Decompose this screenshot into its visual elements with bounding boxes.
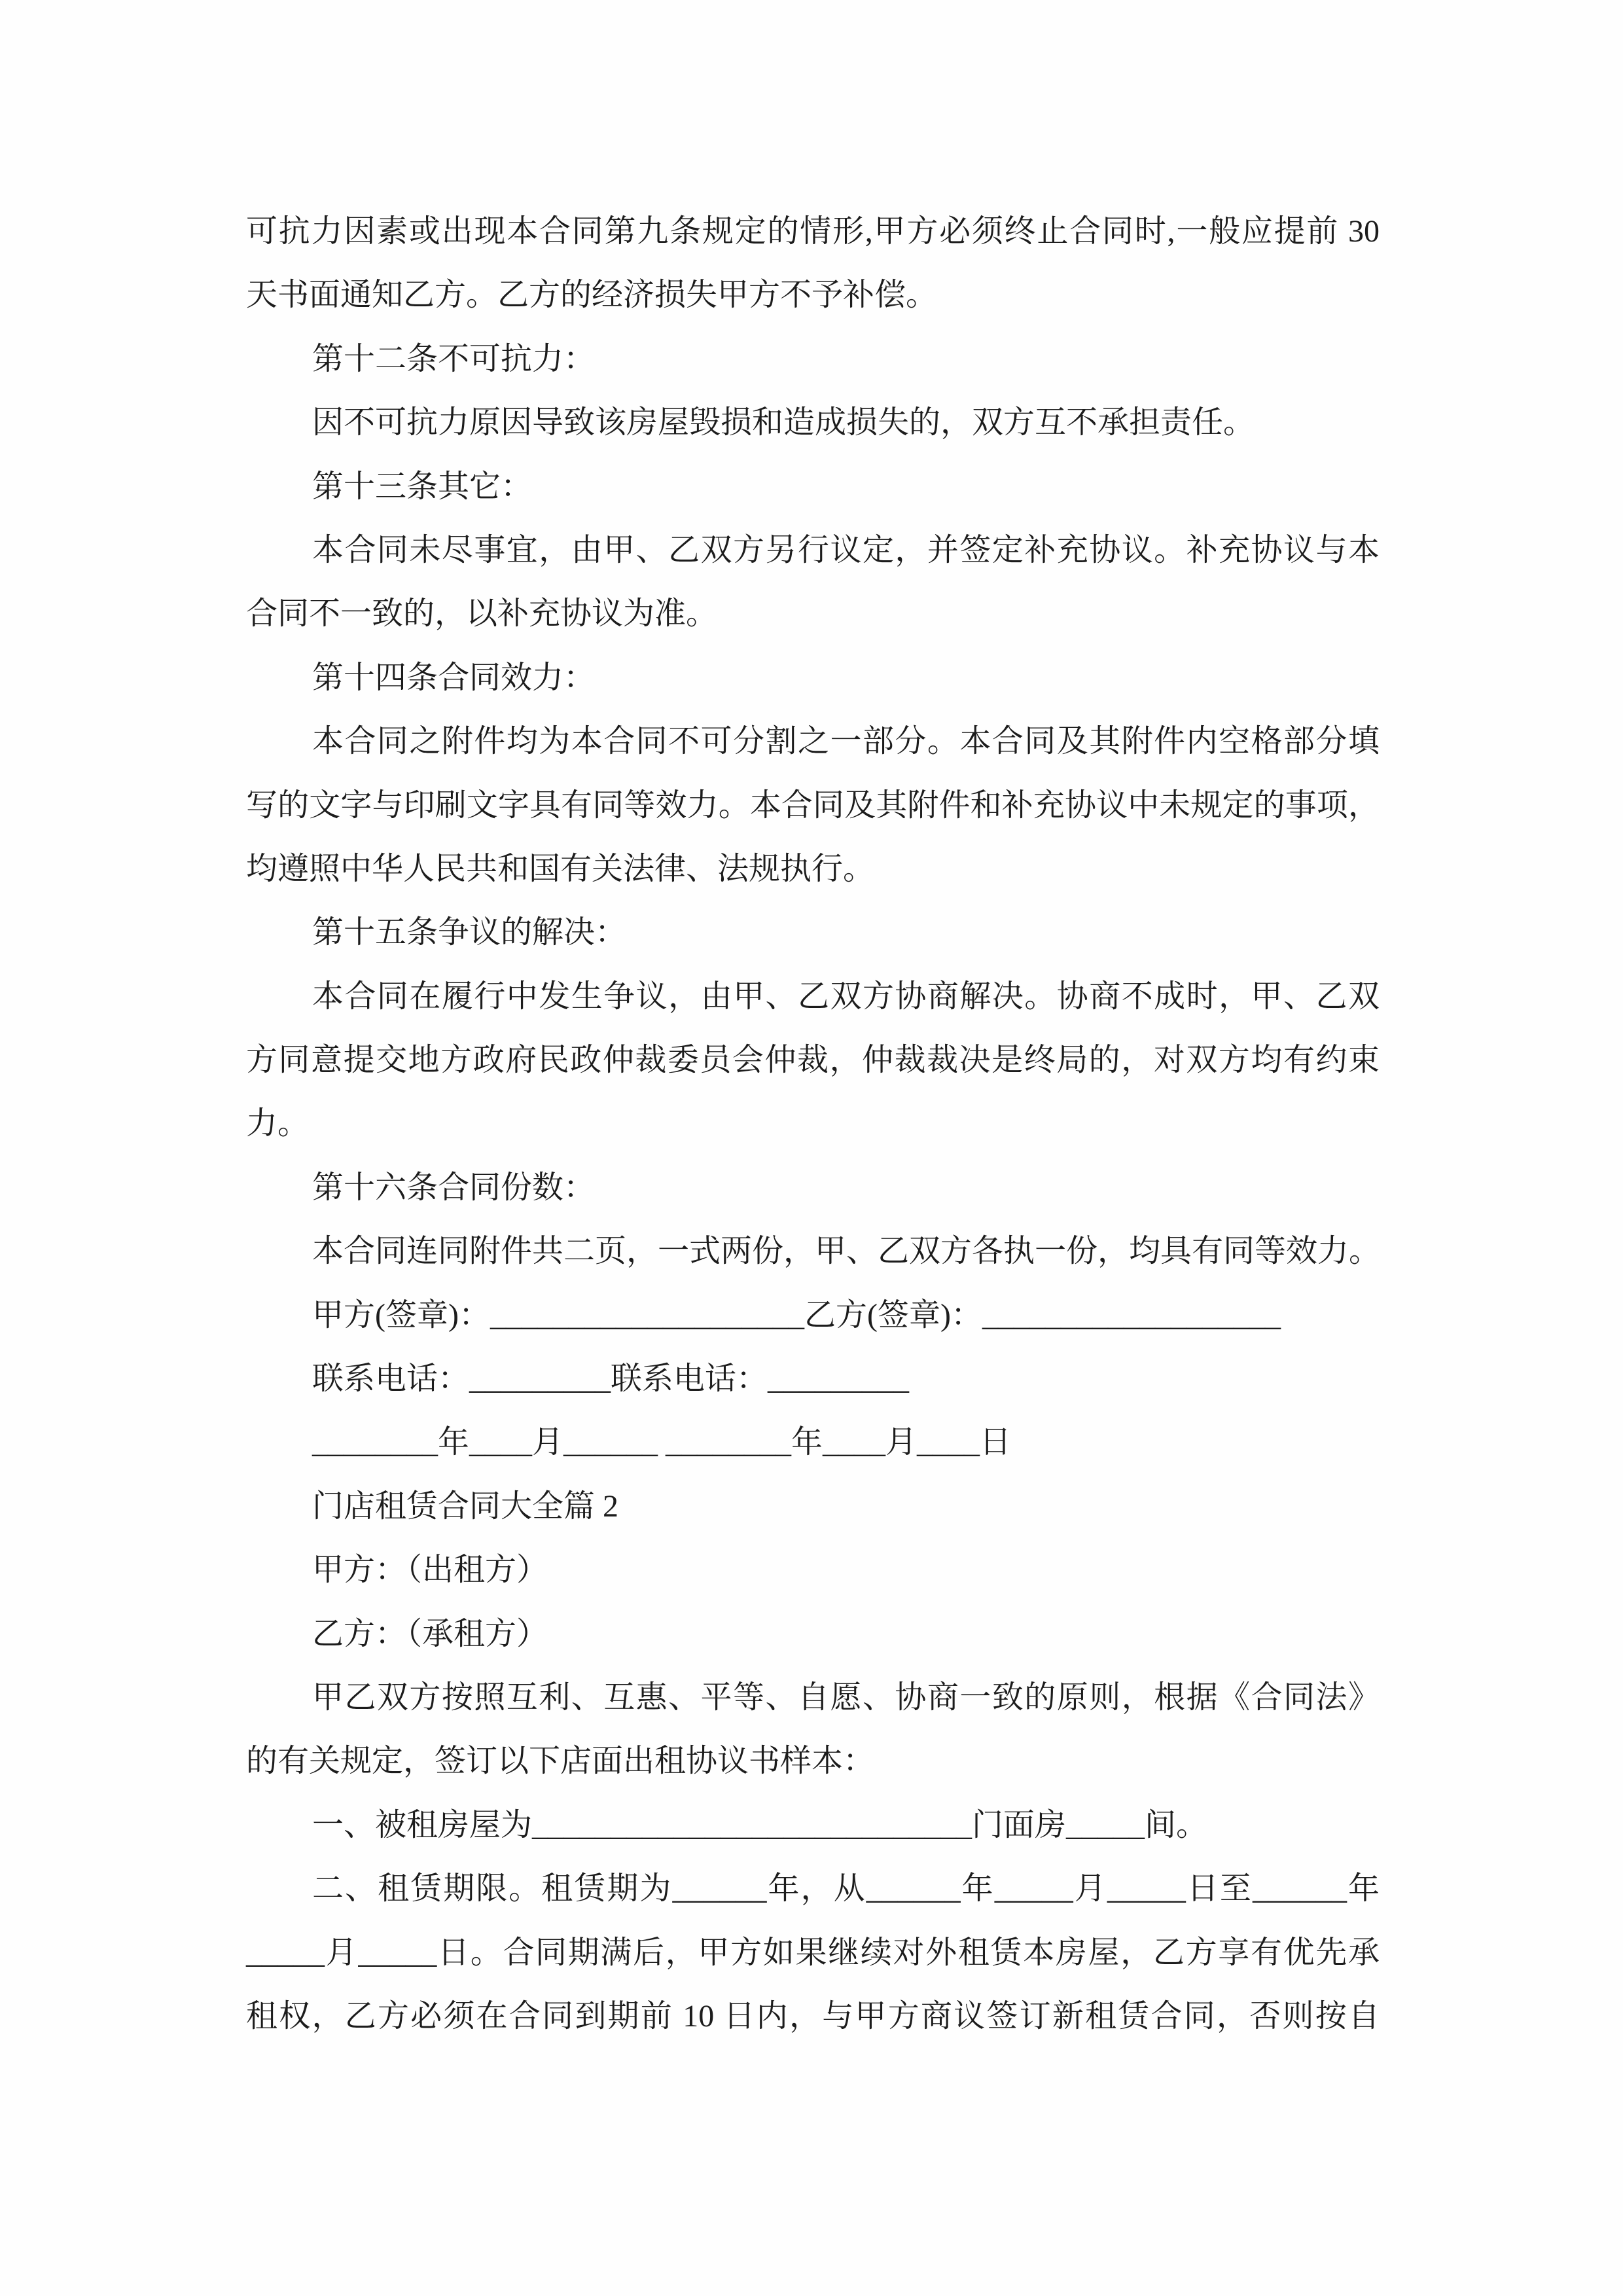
contract-2-title: 门店租赁合同大全篇 2 (312, 1488, 619, 1524)
party-a-signature-blank: ____________________ (490, 1297, 804, 1333)
clause-13-heading: 第十三条其它： (312, 469, 533, 504)
clause-14-body-line: 本合同之附件均为本合同不可分割之一部分。本合同及其附件内空格部分填 (312, 724, 1380, 759)
party-a-date-blank: ________年____月______ (312, 1425, 658, 1460)
party-b-signature-label: 乙方(签章)： (804, 1297, 982, 1333)
contract-2-preamble-line: 甲乙双方按照互利、互惠、平等、自愿、协商一致的原则，根据《合同法》 (312, 1679, 1380, 1715)
clause-15-body-line: 方同意提交地方政府民政仲裁委员会仲裁，仲裁裁决是终局的，对双方均有约束 (246, 1043, 1380, 1078)
contract-2-preamble-line: 的有关规定，签订以下店面出租协议书样本： (246, 1744, 875, 1779)
clause-12-heading: 第十二条不可抗力： (312, 341, 596, 376)
clause-15-body-line: 力。 (246, 1106, 310, 1141)
contract-2-party-a: 甲方：（出租方） (312, 1552, 548, 1588)
contract-2-party-b: 乙方：（承租方） (312, 1616, 548, 1651)
clause-14-body-line: 写的文字与印刷文字具有同等效力。本合同及其附件和补充协议中未规定的事项， (246, 787, 1380, 823)
clause-13-body-line: 合同不一致的，以补充协议为准。 (246, 596, 718, 632)
clause-15-heading: 第十五条争议的解决： (312, 915, 627, 950)
party-b-signature-blank: ___________________ (982, 1297, 1281, 1333)
date-line (246, 1410, 1380, 1474)
clause-13-body-line: 本合同未尽事宜，由甲、乙双方另行议定，并签定补充协议。补充协议与本 (312, 532, 1380, 567)
party-a-signature-label: 甲方(签章)： (312, 1297, 490, 1333)
party-b-date-blank: ________年____月____日 (666, 1425, 1012, 1460)
clause-16-body-line: 本合同连同附件共二页，一式两份，甲、乙双方各执一份，均具有同等效力。 (312, 1234, 1381, 1269)
clause-11-continued-line: 天书面通知乙方。乙方的经济损失甲方不予补偿。 (246, 278, 938, 313)
contract-2-item-1-line: 一、被租房屋为____________________________门面房_____间。 (312, 1807, 1208, 1842)
signature-line (246, 1283, 1380, 1347)
clause-14-heading: 第十四条合同效力： (312, 660, 596, 695)
party-a-phone-label: 联系电话： (312, 1361, 470, 1397)
contract-2-item-2-line: 二、租赁期限。租赁期为______年，从______年_____月_____日至______年 (312, 1871, 1380, 1907)
clause-11-continued-line: 可抗力因素或出现本合同第九条规定的情形,甲方必须终止合同时,一般应提前 30 (246, 214, 1380, 249)
clause-15-body-line: 本合同在履行中发生争议，由甲、乙双方协商解决。协商不成时，甲、乙双 (312, 978, 1380, 1014)
party-a-phone-blank: _________ (469, 1361, 611, 1397)
clause-14-body-line: 均遵照中华人民共和国有关法律、法规执行。 (246, 851, 875, 886)
clause-12-body-line: 因不可抗力原因导致该房屋毁损和造成损失的，双方互不承担责任。 (312, 405, 1255, 440)
phone-line (246, 1347, 1380, 1410)
party-b-phone-label: 联系电话： (611, 1361, 768, 1397)
document-text (246, 200, 1380, 2048)
party-b-phone-blank: _________ (768, 1361, 910, 1397)
contract-2-item-2-line: _____月_____日。合同期满后，甲方如果继续对外租赁本房屋，乙方享有优先承 (246, 1935, 1380, 1970)
contract-2-item-2-line: 租权，乙方必须在合同到期前 10 日内，与甲方商议签订新租赁合同，否则按自 (246, 1998, 1380, 2034)
clause-16-heading: 第十六条合同份数： (312, 1170, 596, 1205)
